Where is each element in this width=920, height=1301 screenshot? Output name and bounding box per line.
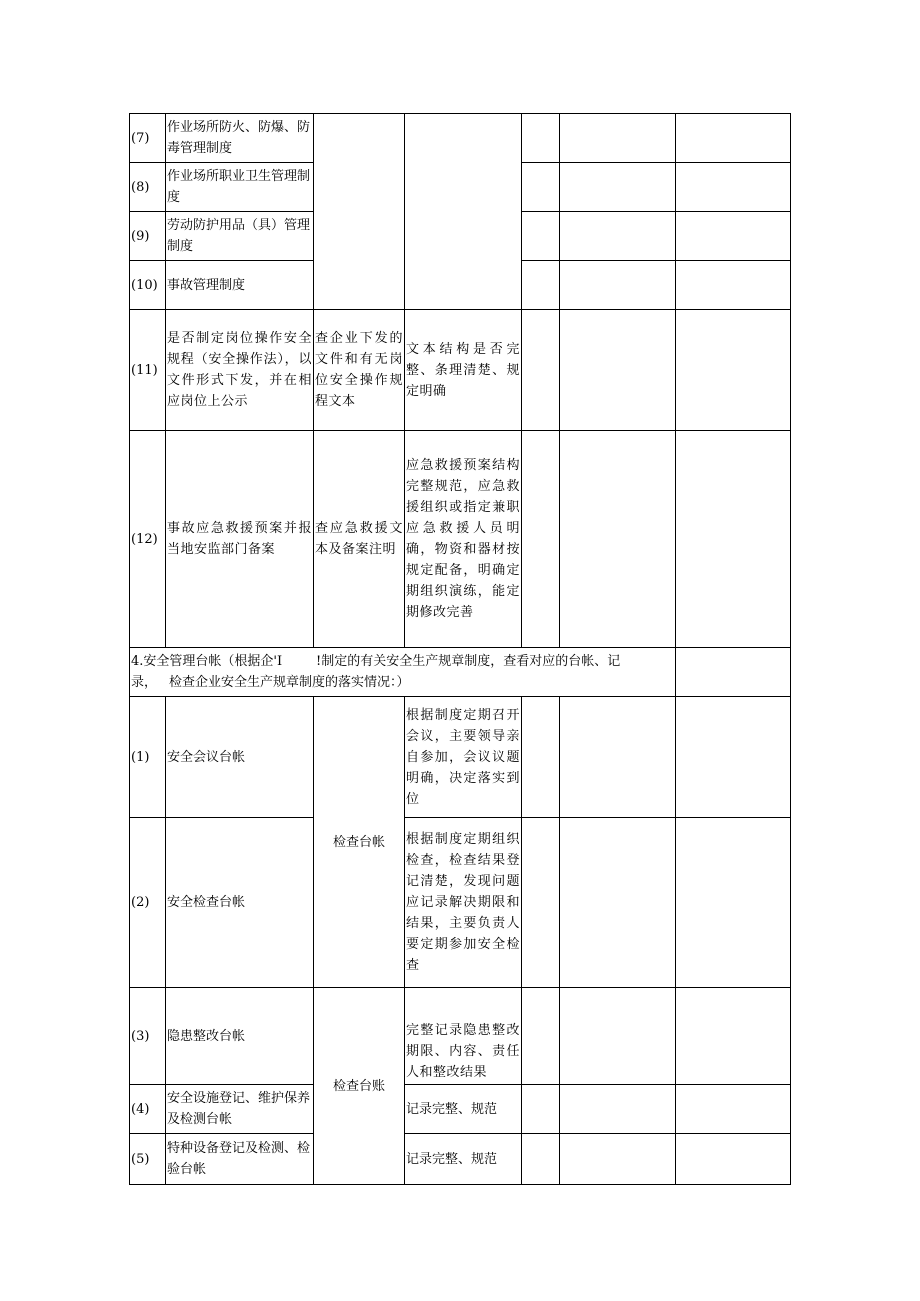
result-cell [522, 261, 560, 310]
score-cell [560, 697, 676, 818]
check-standard-cell [405, 114, 522, 310]
row-number: (1) [130, 697, 166, 818]
table-row [130, 1085, 791, 1134]
remark-cell [676, 212, 791, 261]
check-standard: 根据制度定期组织检查，检查结果登记清楚，发现问题应记录解决期限和结果，主要负责人要定期参加安全检查 [405, 818, 522, 988]
check-standard: 记录完整、规范 [405, 1085, 522, 1134]
check-item: 隐患整改台帐 [166, 988, 314, 1085]
check-item: 作业场所职业卫生管理制度 [166, 163, 314, 212]
result-cell [522, 431, 560, 648]
remark-cell [676, 988, 791, 1085]
remark-cell [676, 310, 791, 431]
row-number: (4) [130, 1085, 166, 1134]
check-standard: 文本结构是否完整、条理清楚、规定明确 [405, 310, 522, 431]
remark-cell [676, 818, 791, 988]
check-standard: 应急救援预案结构完整规范，应急救援组织或指定兼职应急救援人员明确，物资和器材按规定配备，明确定期组织演练，能定期修改完善 [405, 431, 522, 648]
remark-cell [676, 431, 791, 648]
check-method: 检查台帐 [314, 697, 405, 988]
result-cell [522, 1134, 560, 1185]
result-cell [522, 310, 560, 431]
check-item: 作业场所防火、防爆、防毒管理制度 [166, 114, 314, 163]
check-standard: 根据制度定期召开会议，主要领导亲自参加，会议议题明确，决定落实到位 [405, 697, 522, 818]
section-title: 4.安全管理台帐（根据企'I [131, 654, 283, 669]
check-item: 劳动防护用品（具）管理制度 [166, 212, 314, 261]
row-number: (10) [130, 261, 166, 310]
row-number: (9) [130, 212, 166, 261]
row-number: (5) [130, 1134, 166, 1185]
table-row [130, 988, 791, 1085]
remark-cell [676, 648, 791, 697]
check-item: 是否制定岗位操作安全规程（安全操作法），以文件形式下发，并在相应岗位上公示 [166, 310, 314, 431]
result-cell [522, 163, 560, 212]
table-row [130, 697, 791, 818]
score-cell [560, 163, 676, 212]
table-row [130, 431, 791, 648]
check-item: 安全会议台帐 [166, 697, 314, 818]
result-cell [522, 988, 560, 1085]
check-method: 查应急救援文本及备案注明 [314, 431, 405, 648]
table-row [130, 818, 791, 988]
score-cell [560, 1134, 676, 1185]
check-method: 查企业下发的文件和有无岗位安全操作规程文本 [314, 310, 405, 431]
row-number: (8) [130, 163, 166, 212]
score-cell [560, 114, 676, 163]
section-line2-left: 录， [131, 675, 158, 690]
section-line2-rest: 检查企业安全生产规章制度的落实情况：） [169, 675, 410, 690]
check-item: 事故管理制度 [166, 261, 314, 310]
score-cell [560, 212, 676, 261]
result-cell [522, 1085, 560, 1134]
check-item: 特种设备登记及检测、检验台帐 [166, 1134, 314, 1185]
score-cell [560, 261, 676, 310]
result-cell [522, 114, 560, 163]
remark-cell [676, 114, 791, 163]
score-cell [560, 818, 676, 988]
inspection-table [129, 113, 791, 1185]
row-number: (2) [130, 818, 166, 988]
check-item: 安全设施登记、维护保养及检测台帐 [166, 1085, 314, 1134]
section-title-cont: !制定的有关安全生产规章制度，查看对应的台帐、记 [316, 654, 621, 669]
table-row [130, 1134, 791, 1185]
result-cell [522, 697, 560, 818]
score-cell [560, 310, 676, 431]
section-heading-row [130, 648, 791, 697]
remark-cell [676, 261, 791, 310]
remark-cell [676, 163, 791, 212]
row-number: (3) [130, 988, 166, 1085]
remark-cell [676, 1134, 791, 1185]
check-item: 安全检查台帐 [166, 818, 314, 988]
check-standard: 记录完整、规范 [405, 1134, 522, 1185]
result-cell [522, 818, 560, 988]
check-method-cell [314, 114, 405, 310]
score-cell [560, 431, 676, 648]
section-heading [130, 648, 676, 697]
row-number: (7) [130, 114, 166, 163]
row-number: (12) [130, 431, 166, 648]
score-cell [560, 988, 676, 1085]
row-number: (11) [130, 310, 166, 431]
table-row [130, 114, 791, 163]
remark-cell [676, 697, 791, 818]
result-cell [522, 212, 560, 261]
remark-cell [676, 1085, 791, 1134]
table-row [130, 310, 791, 431]
check-method: 检查台账 [314, 988, 405, 1185]
check-standard: 完整记录隐患整改期限、内容、责任人和整改结果 [405, 988, 522, 1085]
check-item: 事故应急救援预案并报当地安监部门备案 [166, 431, 314, 648]
score-cell [560, 1085, 676, 1134]
